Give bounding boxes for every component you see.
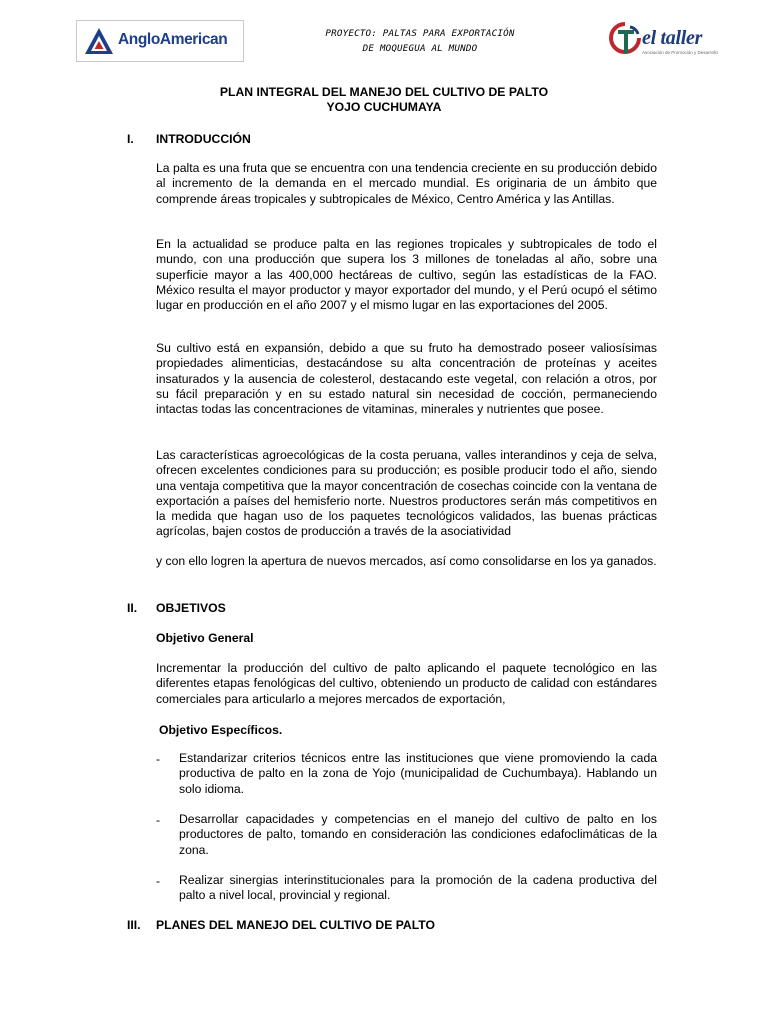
bullet-marker: - bbox=[156, 752, 161, 766]
section-heading-introduccion: INTRODUCCIÓN bbox=[156, 132, 251, 146]
specific-objective-item: Desarrollar capacidades y competencias en el manejo del cultivo de palto en los productores de palto, tomando en consideración las condiciones edafoclimáticas de la zona. bbox=[179, 812, 657, 857]
el-taller-tagline: Asociación de Promoción y Desarrollo bbox=[642, 50, 719, 55]
el-taller-emblem-icon bbox=[608, 21, 642, 57]
project-title-line-2: DE MOQUEGUA AL MUNDO bbox=[362, 43, 478, 54]
general-objective-text: Incrementar la producción del cultivo de palto aplicando el paquete tecnológico en las diferentes etapas fenológicas del cultivo, obteniendo un producto de calidad con estándares comerciales para articularlo a mejores mercados de exportación, bbox=[156, 661, 657, 706]
specific-objective-item: Realizar sinergias interinstitucionales para la promoción de la cadena productiva del palto a nivel local, provincial y regional. bbox=[179, 873, 657, 903]
anglo-american-wordmark: AngloAmerican bbox=[118, 31, 228, 48]
section-number: I. bbox=[127, 132, 134, 146]
document-title-line-2: YOJO CUCHUMAYA bbox=[326, 100, 442, 114]
section-number: II. bbox=[127, 601, 138, 615]
el-taller-logo bbox=[608, 17, 718, 62]
project-title-line-1: PROYECTO: PALTAS PARA EXPORTACIÓN bbox=[325, 28, 515, 39]
specific-objective-item: Estandarizar criterios técnicos entre las instituciones que viene promoviendo la cada productiva de palto en la zona de Yojo (municipalidad de Cuchumbaya). Hablando un solo idioma. bbox=[179, 751, 657, 796]
section-heading-planes: PLANES DEL MANEJO DEL CULTIVO DE PALTO bbox=[156, 918, 435, 932]
intro-paragraph: y con ello logren la apertura de nuevos mercados, así como consolidarse en los ya ganados. bbox=[156, 554, 657, 568]
anglo-american-emblem-icon bbox=[84, 27, 114, 55]
section-heading-objetivos: OBJETIVOS bbox=[156, 601, 226, 615]
bullet-marker: - bbox=[156, 813, 161, 827]
project-title bbox=[300, 26, 540, 56]
bullet-marker: - bbox=[156, 874, 161, 888]
page-header bbox=[0, 0, 768, 70]
document-title-line-1: PLAN INTEGRAL DEL MANEJO DEL CULTIVO DE PALTO bbox=[219, 85, 549, 99]
intro-paragraph: En la actualidad se produce palta en las regiones tropicales y subtropicales de todo el mundo, con una producción que supera los 3 millones de toneladas al año, sobre una superficie mayor a las 400,000 hectáreas de cultivo, según las estadísticas de la FAO. México resulta el mayor productor y mayor exportador del mundo, y el Perú ocupó el sétimo lugar en producción en el año 2007 y el mismo lugar en las exportaciones del 2005. bbox=[156, 237, 657, 313]
section-number: III. bbox=[127, 918, 141, 932]
intro-paragraph: Las características agroecológicas de la costa peruana, valles interandinos y ceja de selva, ofrecen excelentes condiciones para su producción; es posible producir todo el año, siendo una ventaja competitiva que la mayor concentración de cosechas coincide con la ventana de exportación a países del hemisferio norte. Nuestros productores serán más competitivos en la medida que hagan uso de los paquetes tecnológicos validados, las buenas prácticas agrícolas, bajen costos de producción a través de la asociatividad bbox=[156, 448, 657, 539]
intro-paragraph: La palta es una fruta que se encuentra con una tendencia creciente en su producción debido al incremento de la demanda en el mercado mundial. Es originaria de un ámbito que comprende áreas tropicales y subtropicales de México, Centro América y las Antillas. bbox=[156, 161, 657, 206]
anglo-american-logo bbox=[76, 20, 244, 62]
specific-objectives-heading: Objetivo Específicos. bbox=[159, 723, 283, 737]
el-taller-wordmark: el taller bbox=[642, 27, 703, 49]
intro-paragraph: Su cultivo está en expansión, debido a que su fruto ha demostrado poseer valiosísimas propiedades alimenticias, destacándose su alta concentración de proteínas y aceites insaturados y la ausencia de colesterol, destacando este vegetal, con relación a otros, por su fácil preparación y en su estado natural sin necesidad de cocción, permaneciendo intactas todas las concentraciones de vitaminas, minerales y nutrientes que posee. bbox=[156, 341, 657, 417]
general-objective-heading: Objetivo General bbox=[156, 631, 254, 645]
